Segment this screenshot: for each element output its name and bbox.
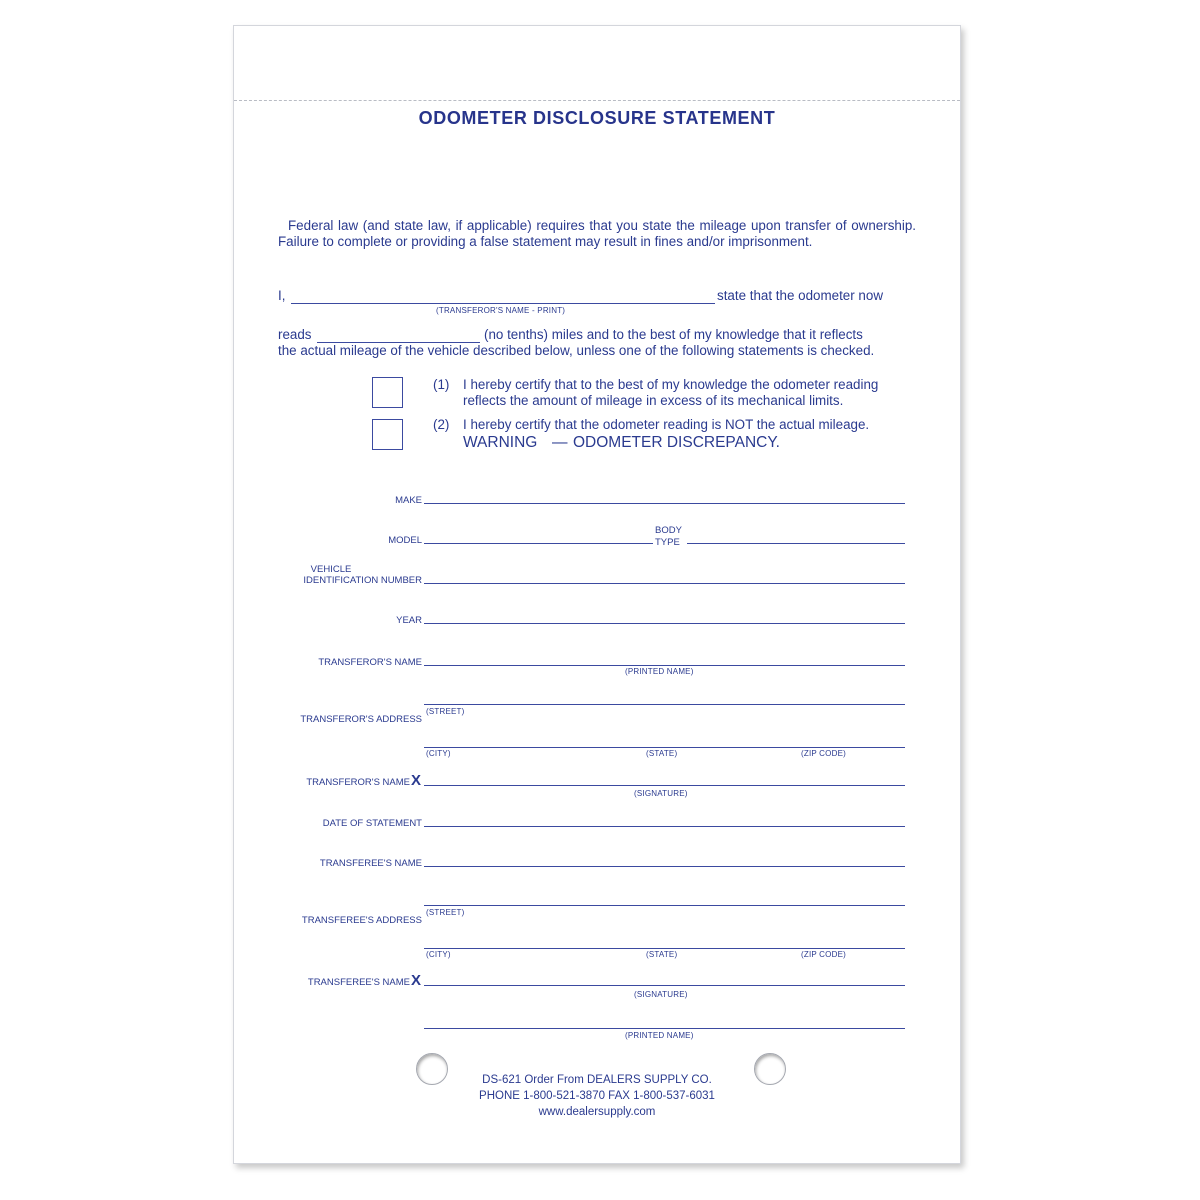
transferor-city-line[interactable] — [424, 747, 905, 748]
transferor-name-print-caption: (TRANSFEROR'S NAME - PRINT) — [436, 306, 566, 315]
reads-label: reads — [278, 327, 312, 342]
transferee-city-caption: (CITY) — [426, 950, 451, 959]
year-line[interactable] — [424, 623, 905, 624]
checkbox-2-number: (2) — [433, 417, 450, 432]
checkbox-not-actual-mileage[interactable] — [372, 419, 403, 450]
checkbox-2-text: I hereby certify that the odometer reading is NOT the actual mileage. — [463, 417, 870, 432]
transferee-zip-caption: (ZIP CODE) — [801, 950, 846, 959]
transferee-signature-caption: (SIGNATURE) — [634, 990, 688, 999]
transferee-street-caption: (STREET) — [426, 908, 465, 917]
checkbox-1-number: (1) — [433, 377, 450, 392]
transferor-name-line[interactable] — [424, 665, 905, 666]
transferor-address-label: TRANSFEROR'S ADDRESS — [300, 714, 422, 725]
state-now-text: state that the odometer now — [717, 288, 883, 303]
transferor-signature-caption: (SIGNATURE) — [634, 789, 688, 798]
transferee-signature-label: TRANSFEREE'S NAME — [307, 977, 410, 988]
transferor-sign-x-mark: X — [411, 772, 422, 789]
transferee-signature-line[interactable] — [424, 985, 905, 986]
transferee-state-caption: (STATE) — [646, 950, 678, 959]
transferee-printed-name-caption: (PRINTED NAME) — [625, 1031, 694, 1040]
i-label: I, — [278, 288, 286, 303]
intro-paragraph: Federal law (and state law, if applicable) requires that you state the mileage upon transfer of ownership. Failure to complete or providing a false statement may result in fines and/or imprisonment. — [278, 218, 916, 249]
transferor-name-print-line[interactable] — [291, 303, 715, 304]
model-line[interactable] — [424, 543, 653, 544]
body-type-label-2: TYPE — [655, 537, 680, 548]
transferee-printed-name-line[interactable] — [424, 1028, 905, 1029]
warning-word: WARNING — [463, 434, 538, 451]
transferor-name-label: TRANSFEROR'S NAME — [318, 657, 422, 668]
date-line[interactable] — [424, 826, 905, 827]
transferor-street-line[interactable] — [424, 704, 905, 705]
odometer-form-sheet — [233, 25, 961, 1164]
perforation-line — [234, 100, 960, 101]
model-label: MODEL — [388, 535, 422, 546]
transferor-printed-name-caption: (PRINTED NAME) — [625, 667, 694, 676]
transferor-street-caption: (STREET) — [426, 707, 465, 716]
body-type-line[interactable] — [687, 543, 905, 544]
date-label: DATE OF STATEMENT — [322, 818, 422, 829]
warning-dash: — — [552, 434, 568, 451]
body-type-label-1: BODY — [655, 525, 682, 536]
year-label: YEAR — [396, 615, 422, 626]
footer-phone-fax: PHONE 1-800-521-3870 FAX 1-800-537-6031 — [479, 1090, 715, 1102]
checkbox-1-text-line1: I hereby certify that to the best of my knowledge the odometer reading — [463, 377, 879, 392]
transferee-name-label: TRANSFEREE'S NAME — [319, 858, 422, 869]
actual-mileage-text: the actual mileage of the vehicle described below, unless one of the following statements is checked. — [278, 343, 875, 358]
vin-label-1: VEHICLE — [310, 564, 352, 575]
transferor-signature-label: TRANSFEROR'S NAME — [306, 777, 410, 788]
make-line[interactable] — [424, 503, 905, 504]
footer-website: www.dealersupply.com — [538, 1106, 656, 1118]
transferee-city-line[interactable] — [424, 948, 905, 949]
transferor-city-caption: (CITY) — [426, 749, 451, 758]
transferee-name-line[interactable] — [424, 866, 905, 867]
transferee-sign-x-mark: X — [411, 972, 422, 989]
transferee-address-label: TRANSFEREE'S ADDRESS — [301, 915, 422, 926]
vin-line[interactable] — [424, 583, 905, 584]
form-title: ODOMETER DISCLOSURE STATEMENT — [418, 108, 776, 128]
checkbox-1-text-line2: reflects the amount of mileage in excess of its mechanical limits. — [463, 393, 844, 408]
transferor-signature-line[interactable] — [424, 785, 905, 786]
make-label: MAKE — [395, 495, 422, 506]
transferor-zip-caption: (ZIP CODE) — [801, 749, 846, 758]
footer-order-from: DS-621 Order From DEALERS SUPPLY CO. — [482, 1074, 712, 1086]
warning-text: ODOMETER DISCREPANCY. — [573, 434, 780, 451]
reads-rest-text: (no tenths) miles and to the best of my knowledge that it reflects — [484, 327, 863, 342]
checkbox-mechanical-limits[interactable] — [372, 377, 403, 408]
vin-label-2: IDENTIFICATION NUMBER — [303, 575, 422, 586]
transferee-street-line[interactable] — [424, 905, 905, 906]
transferor-state-caption: (STATE) — [646, 749, 678, 758]
